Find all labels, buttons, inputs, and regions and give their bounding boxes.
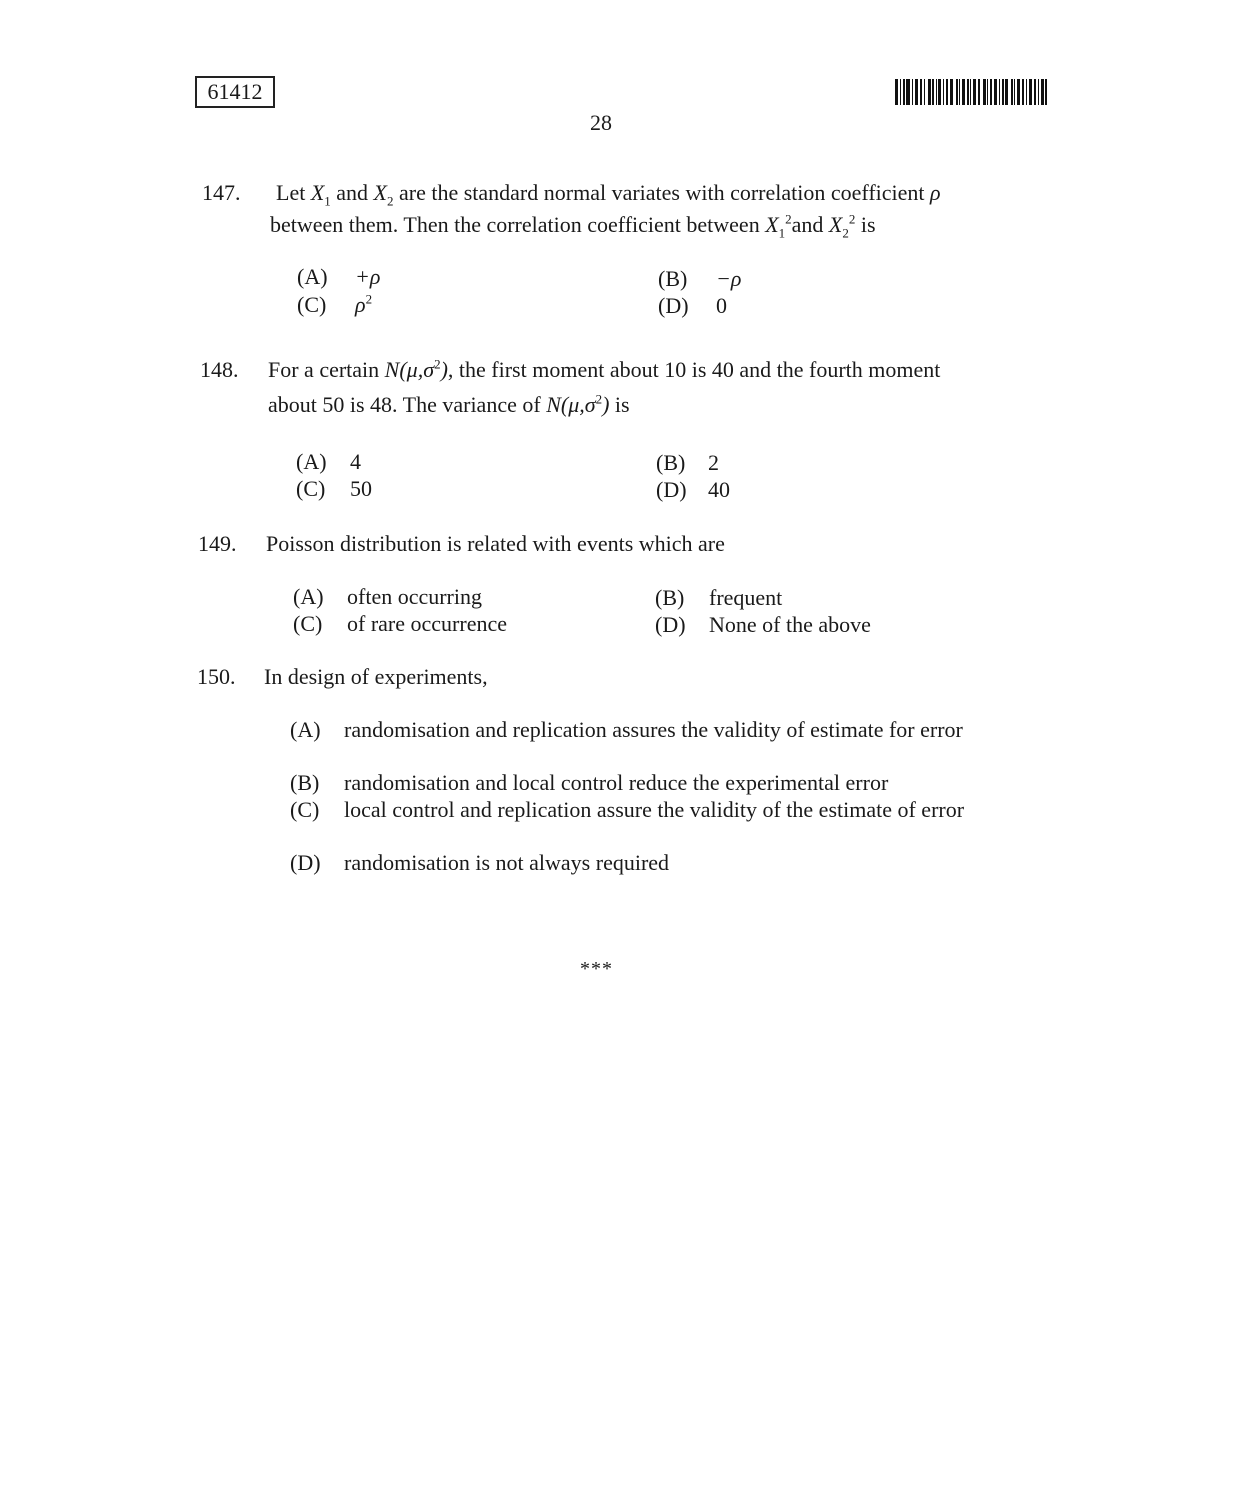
option-a: (A) +ρ bbox=[297, 264, 381, 289]
end-mark: *** bbox=[580, 958, 613, 980]
option-d: (D) 40 bbox=[656, 477, 730, 502]
option-c: (C) of rare occurrence bbox=[293, 611, 507, 636]
question-stem: Let $X_1$ and $X_2$ are the standard normal variates with correlation coefficient ρ bbox=[276, 180, 941, 209]
question-stem-line2: between them. Then the correlation coefficient between $X_1^2and$ $X_2^2$ is bbox=[270, 211, 876, 241]
question-number: 148. bbox=[200, 357, 239, 382]
question-number: 150. bbox=[197, 664, 236, 689]
option-a: (A) 4 bbox=[296, 449, 361, 474]
question-stem: For a certain $N(\mu,\sigma^2)$, the first moment about 10 is 40 and the fourth moment bbox=[268, 356, 941, 382]
option-b: (B) −ρ bbox=[658, 266, 742, 291]
option-b: (B) frequent bbox=[655, 585, 783, 610]
question-stem-line2: about 50 is 48. The variance of $N(\mu,\sigma^2)$ is bbox=[268, 391, 630, 417]
option-a: (A) randomisation and replication assures the validity of estimate for error bbox=[290, 717, 963, 742]
option-d: (D) randomisation is not always required bbox=[290, 850, 670, 875]
option-d: (D) 0 bbox=[658, 293, 727, 318]
question-number: 149. bbox=[198, 531, 237, 556]
option-a: (A) often occurring bbox=[293, 584, 482, 609]
barcode bbox=[895, 79, 1047, 105]
question-stem: In design of experiments, bbox=[264, 664, 488, 689]
option-d: (D) None of the above bbox=[655, 612, 871, 637]
paper-code: 61412 bbox=[195, 76, 275, 108]
question-stem: Poisson distribution is related with events which are bbox=[266, 531, 725, 556]
option-c: (C) 50 bbox=[296, 476, 372, 501]
option-c: (C) local control and replication assure the validity of the estimate of error bbox=[290, 797, 965, 822]
option-c: (C) $\rho^2$ bbox=[297, 291, 373, 317]
page-number: 28 bbox=[590, 110, 612, 135]
question-number: 147. bbox=[202, 180, 241, 205]
option-b: (B) 2 bbox=[656, 450, 719, 475]
option-b: (B) randomisation and local control reduce the experimental error bbox=[290, 770, 889, 795]
